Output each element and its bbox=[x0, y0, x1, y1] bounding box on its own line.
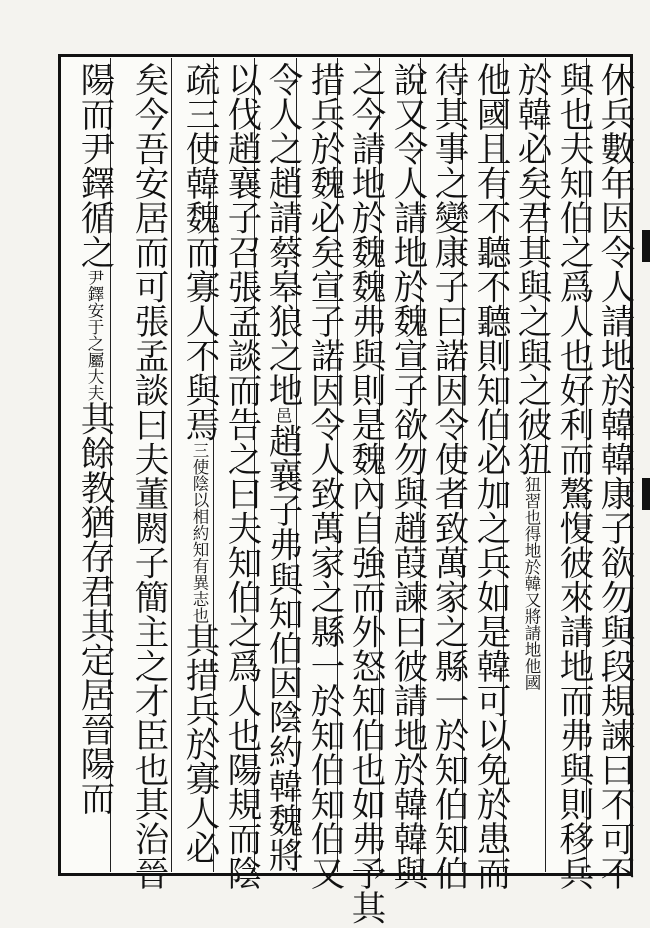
page-edge-tab bbox=[642, 230, 650, 262]
text-column-5 bbox=[424, 62, 472, 890]
column-main-text: 以伐趙襄子召張孟談而告之曰夫知伯之爲人也陽規而陰 bbox=[221, 62, 261, 890]
text-column-7 bbox=[341, 62, 389, 925]
column-main-text: 休兵數年因令人請地於韓韓康子欲勿與段規諫曰不可不 bbox=[594, 62, 634, 890]
text-column-9 bbox=[258, 62, 306, 872]
column-main-text: 待其事之變康子曰諾因令使者致萬家之縣一於知伯知伯 bbox=[428, 62, 468, 890]
column-tail-text: 趙襄子弗與知伯因陰約韓魏將 bbox=[262, 423, 302, 872]
text-column-2 bbox=[549, 62, 597, 890]
column-main-text: 陽而尹鐸循之 bbox=[74, 62, 114, 269]
text-column-6 bbox=[383, 62, 431, 890]
text-column-4 bbox=[466, 62, 514, 890]
text-column-13 bbox=[70, 62, 118, 815]
text-column-11 bbox=[175, 62, 223, 865]
column-main-text: 之今請地於魏魏弗與則是魏內自強而外怒知伯也如弗予其 bbox=[345, 62, 385, 925]
column-main-text: 與也夫知伯之爲人也好利而驁愎彼來請地而弗與則移兵 bbox=[553, 62, 593, 890]
page-edge-tab bbox=[642, 478, 650, 510]
text-column-1 bbox=[590, 62, 638, 890]
interlinear-note: 尹鐸安于之屬大夫 bbox=[85, 269, 104, 401]
interlinear-note: 三使陰以相約知有異志也 bbox=[190, 441, 209, 623]
text-column-8 bbox=[300, 62, 348, 890]
column-main-text: 疏三使韓魏而寡人不與焉 bbox=[179, 62, 219, 442]
column-main-text: 矣今吾安居而可張孟談曰夫董閼子簡主之才臣也其治晉 bbox=[128, 62, 168, 890]
column-main-text: 說又令人請地於魏宣子欲勿與趙葭諫曰彼請地於韓韓與 bbox=[387, 62, 427, 890]
text-column-10 bbox=[217, 62, 265, 890]
column-main-text: 於韓必矣君其與之與之彼狃 bbox=[511, 62, 551, 476]
text-column-3 bbox=[507, 62, 555, 691]
column-tail-text: 其餘教猶存君其定居晉陽而 bbox=[74, 401, 114, 815]
text-column-12 bbox=[124, 62, 172, 890]
interlinear-note: 狃習也得地於韓又將請地他國 bbox=[522, 476, 541, 691]
interlinear-note: 邑 bbox=[273, 407, 292, 424]
column-main-text: 措兵於魏必矣宣子諾因令人致萬家之縣一於知伯知伯又 bbox=[304, 62, 344, 890]
column-main-text: 他國且有不聽不聽則知伯必加之兵如是韓可以免於患而 bbox=[470, 62, 510, 890]
column-tail-text: 其措兵於寡人必 bbox=[179, 623, 219, 865]
column-main-text: 令人之趙請蔡皋狼之地 bbox=[262, 62, 302, 407]
